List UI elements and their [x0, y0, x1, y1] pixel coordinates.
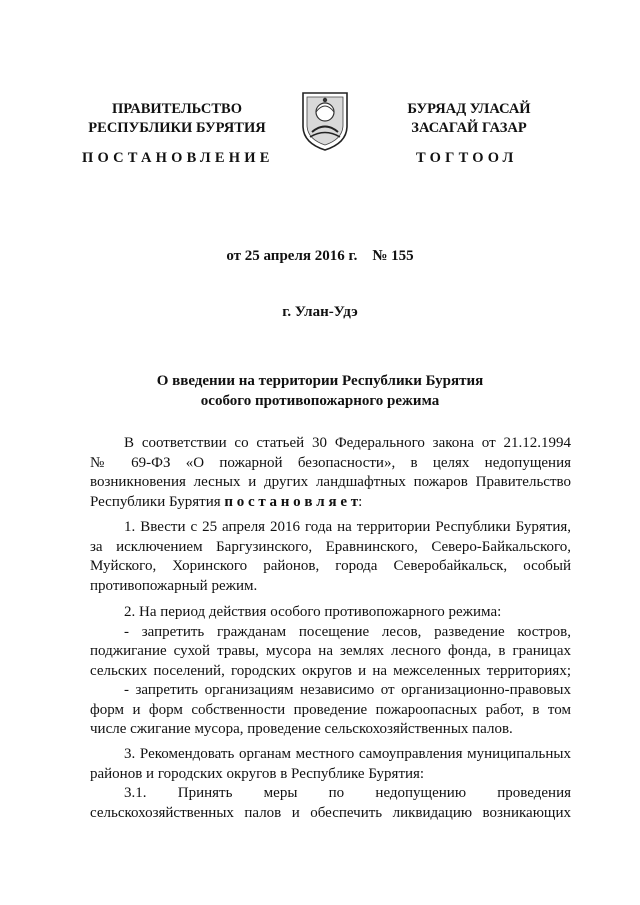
item-1-line-4: противопожарный режим. — [90, 577, 258, 594]
item-2b-line-2: форм и форм собственности проведение пожароопасных работ, в том — [90, 701, 571, 718]
issuer-left — [82, 100, 272, 138]
preamble-line-4 — [90, 493, 571, 513]
item-3 — [90, 745, 571, 823]
item-2a-line-3: сельских поселений, городских округов и на межселенных территориях; — [90, 662, 571, 679]
title-line-2: особого противопожарного режима — [200, 392, 440, 409]
title-line-1: О введении на территории Республики Бурятия — [156, 373, 484, 389]
issuer-right — [374, 100, 564, 138]
item-2a-line-2: поджигание сухой травы, мусора на землях лесного фонда, в границах — [90, 643, 571, 659]
document-title — [0, 372, 640, 411]
item-1-line-3: Муйского, Хоринского районов, города Северобайкальск, особый — [90, 558, 571, 574]
item-2 — [90, 603, 571, 740]
issuer-right-line2: ЗАСАГАЙ ГАЗАР — [411, 120, 527, 136]
preamble — [90, 434, 571, 512]
doc-type-right: ТОГТООЛ — [416, 150, 518, 166]
item-3-1-line-2: сельскохозяйственных палов и обеспечить ликвидацию возникающих — [90, 804, 571, 821]
coat-of-arms-emblem — [300, 88, 350, 152]
preamble-line-1: В соответствии со статьей 30 Федерального закона от 21.12.1994 — [124, 435, 571, 451]
preamble-line-2: № 69-ФЗ «О пожарной безопасности», в целях недопущения — [90, 454, 571, 471]
item-3-1-line-1: 3.1. Принять меры по недопущению проведения — [124, 785, 571, 801]
resolves-keyword: п о с т а н о в л я е т — [224, 493, 359, 510]
issuer-left-line1: ПРАВИТЕЛЬСТВО — [112, 101, 242, 117]
item-2b-line-1: - запретить организациям независимо от организационно-правовых — [124, 682, 571, 698]
item-2-heading: 2. На период действия особого противопожарного режима: — [124, 604, 502, 620]
item-2a-line-1: - запретить гражданам посещение лесов, разведение костров, — [124, 623, 571, 640]
item-3-line-1: 3. Рекомендовать органам местного самоуправления муниципальных — [124, 746, 571, 762]
city: г. Улан-Удэ — [282, 304, 358, 320]
issuer-left-line2: РЕСПУБЛИКИ БУРЯТИЯ — [88, 120, 266, 136]
item-1-line-1: 1. Ввести с 25 апреля 2016 года на территории Республики Бурятия, — [124, 519, 571, 535]
item-1 — [90, 518, 571, 596]
preamble-last-text: Республики Бурятия — [90, 493, 221, 510]
issuer-right-line1: БУРЯАД УЛАСАЙ — [407, 101, 531, 117]
doc-type-left: ПОСТАНОВЛЕНИЕ — [82, 150, 274, 166]
item-1-line-2: за исключением Баргузинского, Еравнинского, Северо-Байкальского, — [90, 538, 571, 555]
preamble-line-3: возникновения лесных и других ландшафтных пожаров Правительство — [90, 474, 571, 490]
item-3-line-2: районов и городских округов в Республике Бурятия: — [90, 765, 425, 782]
item-2b-line-3: числе сжигание мусора, проведение сельскохозяйственных палов. — [90, 721, 513, 737]
date-number: от 25 апреля 2016 г. № 155 — [226, 248, 414, 264]
preamble-colon: : — [358, 493, 363, 510]
